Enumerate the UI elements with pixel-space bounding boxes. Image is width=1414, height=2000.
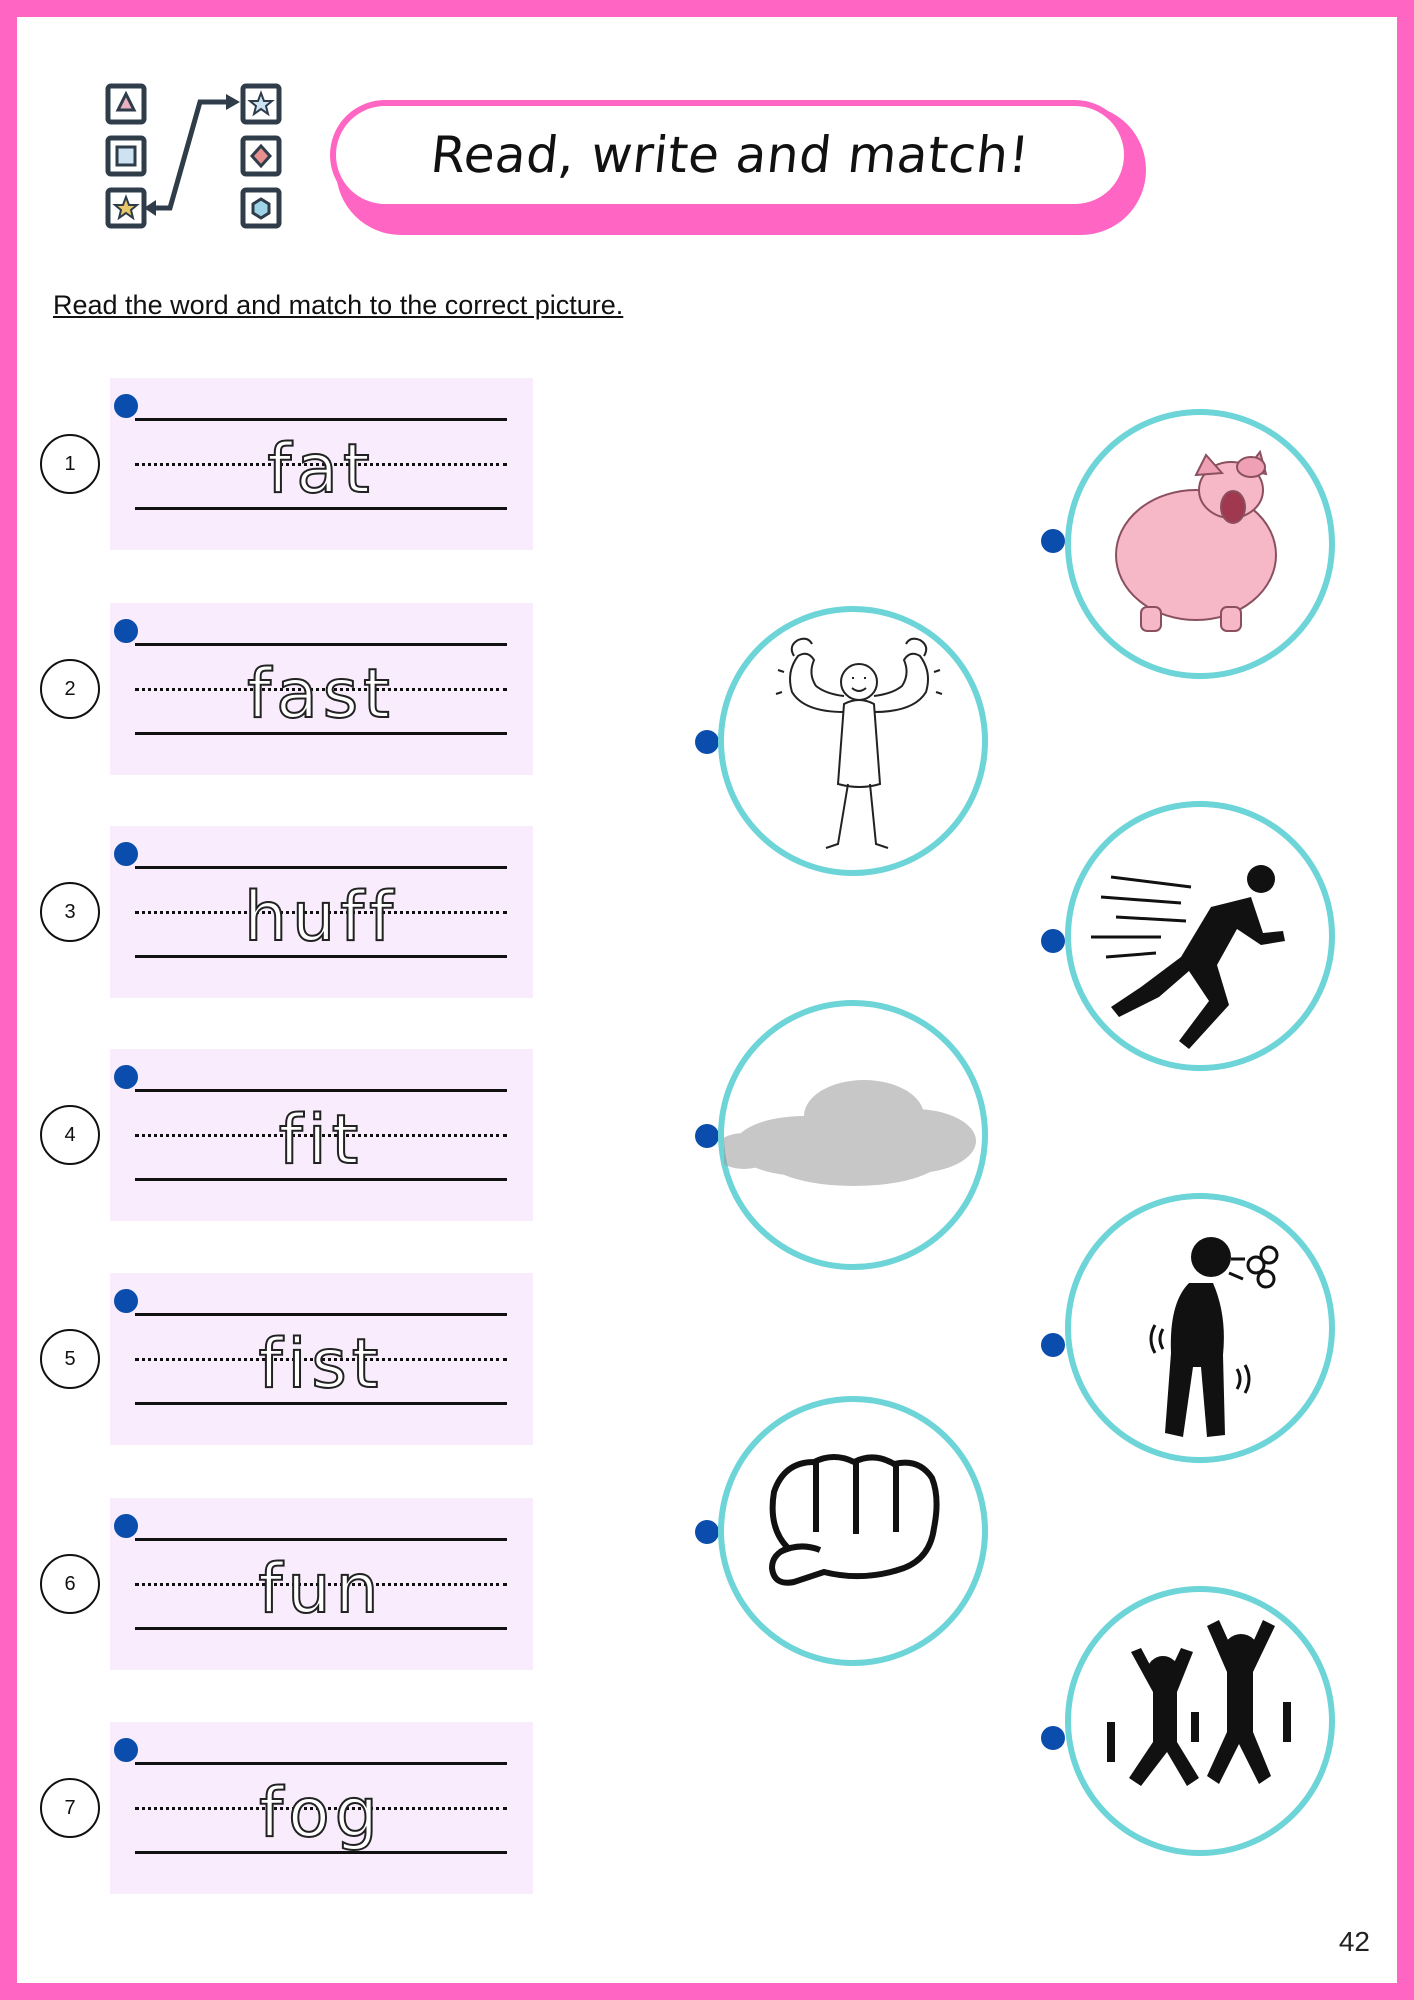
item-number: 2 — [40, 659, 100, 719]
match-dot-word[interactable] — [114, 842, 138, 866]
top-guideline — [135, 1762, 507, 1765]
top-guideline — [135, 866, 507, 869]
top-guideline — [135, 1313, 507, 1316]
picture-fist[interactable] — [718, 1396, 988, 1666]
match-dot-word[interactable] — [114, 1289, 138, 1313]
out-of-breath-icon — [1071, 1199, 1329, 1457]
trace-word[interactable]: fit — [278, 1101, 364, 1180]
item-number: 1 — [40, 434, 100, 494]
fog-cloud-icon — [724, 1006, 982, 1264]
item-number: 7 — [40, 1778, 100, 1838]
word-row-fit — [0, 1049, 560, 1221]
item-number: 4 — [40, 1105, 100, 1165]
word-row-huff — [0, 826, 560, 998]
trace-word[interactable]: huff — [243, 878, 399, 957]
instruction-text: Read the word and match to the correct picture. — [53, 290, 624, 320]
fat-pig-icon — [1071, 415, 1329, 673]
item-number: 3 — [40, 882, 100, 942]
match-dot-word[interactable] — [114, 1065, 138, 1089]
top-guideline — [135, 643, 507, 646]
writing-box[interactable] — [110, 603, 533, 775]
top-guideline — [135, 418, 507, 421]
match-dot-pig[interactable] — [1041, 529, 1065, 553]
word-row-fat — [0, 378, 560, 550]
match-dot-word[interactable] — [114, 1738, 138, 1762]
match-dot-fog[interactable] — [695, 1124, 719, 1148]
strong-man-icon — [724, 612, 982, 870]
page-number: 42 — [1338, 1926, 1370, 1957]
match-dot-word[interactable] — [114, 619, 138, 643]
title-banner — [330, 100, 1130, 210]
page-title: Read, write and match! — [427, 126, 1033, 184]
match-dot-running[interactable] — [1041, 929, 1065, 953]
trace-word[interactable]: fog — [259, 1774, 383, 1853]
word-row-fast — [0, 603, 560, 775]
writing-box[interactable] — [110, 378, 533, 550]
match-activity-icon — [100, 80, 295, 240]
item-number: 6 — [40, 1554, 100, 1614]
writing-box[interactable] — [110, 1722, 533, 1894]
picture-out-of-breath[interactable] — [1065, 1193, 1335, 1463]
word-row-fog — [0, 1722, 560, 1894]
item-number: 5 — [40, 1329, 100, 1389]
top-guideline — [135, 1089, 507, 1092]
picture-fog[interactable] — [718, 1000, 988, 1270]
fist-icon — [724, 1402, 982, 1660]
picture-strong-man[interactable] — [718, 606, 988, 876]
match-dot-fun[interactable] — [1041, 1726, 1065, 1750]
picture-fat-pig[interactable] — [1065, 409, 1335, 679]
picture-running-man[interactable] — [1065, 801, 1335, 1071]
match-dot-word[interactable] — [114, 394, 138, 418]
writing-box[interactable] — [110, 1049, 533, 1221]
word-row-fun — [0, 1498, 560, 1670]
top-guideline — [135, 1538, 507, 1541]
running-man-icon — [1071, 807, 1329, 1065]
trace-word[interactable]: fast — [247, 655, 395, 734]
match-dot-huff[interactable] — [1041, 1333, 1065, 1357]
word-row-fist — [0, 1273, 560, 1445]
match-dot-strong[interactable] — [695, 730, 719, 754]
trace-word[interactable]: fist — [258, 1325, 384, 1404]
writing-box[interactable] — [110, 826, 533, 998]
trace-word[interactable]: fun — [258, 1550, 384, 1629]
writing-box[interactable] — [110, 1498, 533, 1670]
writing-box[interactable] — [110, 1273, 533, 1445]
match-dot-word[interactable] — [114, 1514, 138, 1538]
happy-jumping-people-icon — [1071, 1592, 1329, 1850]
trace-word[interactable]: fat — [267, 430, 375, 509]
match-dot-fist[interactable] — [695, 1520, 719, 1544]
picture-happy-jumping[interactable] — [1065, 1586, 1335, 1856]
